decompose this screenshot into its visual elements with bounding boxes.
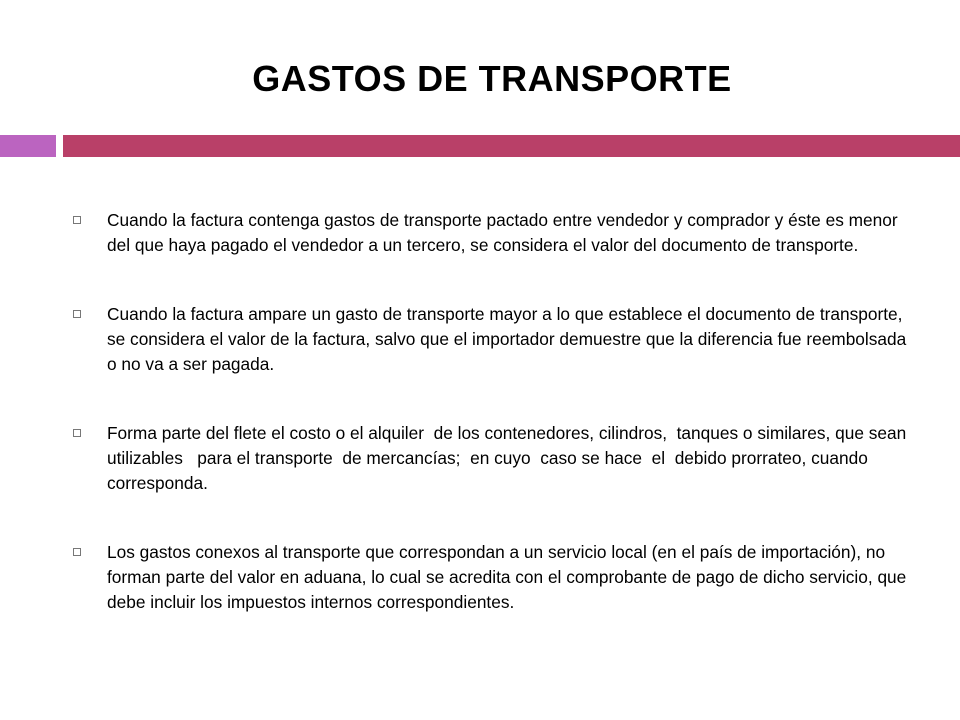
accent-bar: [63, 135, 960, 157]
bullet-item: [70, 208, 920, 258]
slide-title: GASTOS DE TRANSPORTE: [252, 58, 732, 99]
bullet-text: Los gastos conexos al transporte que correspondan a un servicio local (en el país de importación), no forman parte del valor en aduana, lo cual se acredita con el comprobante de pago de dicho servicio, que debe incluir los impuestos internos correspondientes.: [107, 542, 912, 612]
bullet-text: Forma parte del flete el costo o el alquiler de los contenedores, cilindros, tanques o similares, que sean utilizables para el transporte de mercancías; en cuyo caso se hace el debido prorrateo, cuando corresponda.: [107, 423, 912, 493]
bullet-list: [70, 208, 920, 659]
square-bullet-icon: [73, 310, 81, 318]
square-bullet-icon: [73, 429, 81, 437]
square-bullet-icon: [73, 216, 81, 224]
bullet-text: Cuando la factura contenga gastos de transporte pactado entre vendedor y comprador y éste es menor del que haya pagado el vendedor a un tercero, se considera el valor del documento de transporte.: [107, 210, 903, 255]
accent-bar-left: [0, 135, 56, 157]
square-bullet-icon: [73, 548, 81, 556]
bullet-item: [70, 540, 920, 615]
bullet-text: Cuando la factura ampare un gasto de transporte mayor a lo que establece el documento de transporte, se considera el valor de la factura, salvo que el importador demuestre que la diferencia fue reembolsada o no va a ser pagada.: [107, 304, 912, 374]
bullet-item: [70, 421, 920, 496]
bullet-item: [70, 302, 920, 377]
